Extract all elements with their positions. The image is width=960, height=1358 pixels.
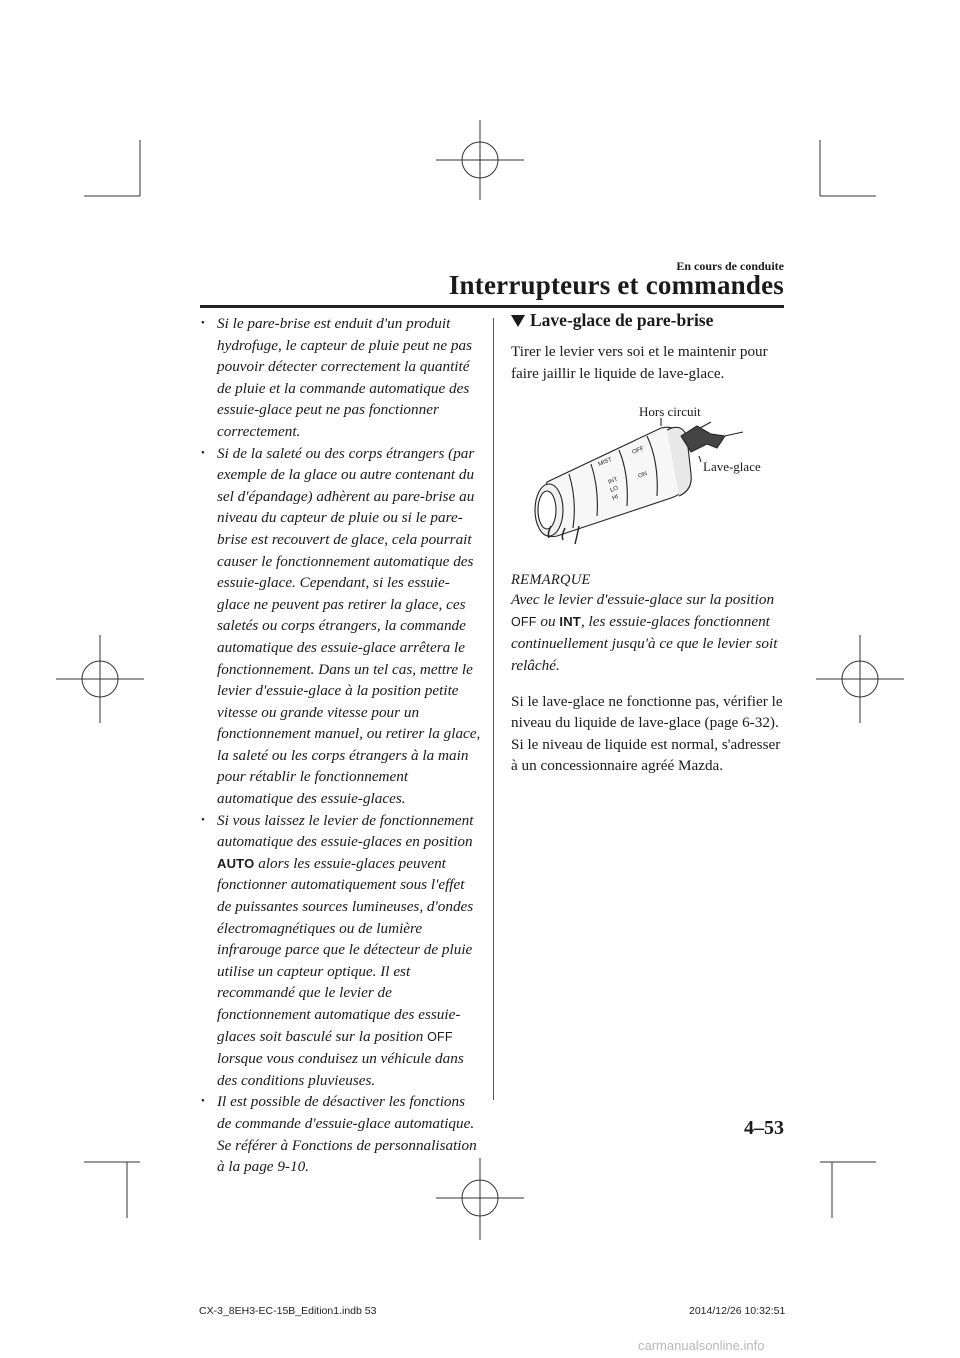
page-title: Interrupteurs et commandes bbox=[448, 270, 784, 300]
intro-paragraph: Tirer le levier vers soi et le maintenir pour faire jaillir le liquide de lave-glace. bbox=[511, 343, 768, 382]
right-column bbox=[511, 310, 787, 777]
bullet-text: alors les essuie-glaces peuvent fonctionner automatiquement sous l'effet de puissantes sources lumineuses, d'ondes électromagnétiques ou de lumière infrarouge parce que le détecteur de pluie utilise un capteur optique. Il est recommandé que le levier de fonctionnement automatique des essuie-glaces soit basculé sur la position bbox=[217, 854, 474, 1045]
bullet-item bbox=[199, 810, 481, 1092]
caution-bullet-list bbox=[199, 313, 481, 1178]
running-header-section: En cours de conduite bbox=[676, 259, 784, 273]
washer-lever-illustration bbox=[511, 404, 787, 556]
off-symbol: OFF bbox=[511, 614, 537, 629]
note-text-part: , les essuie-glaces fonctionnent continuellement jusqu'à ce que le levier soit relâché. bbox=[511, 612, 778, 674]
footer-timestamp: 2014/12/26 10:32:51 bbox=[689, 1305, 786, 1317]
page-number: 4–53 bbox=[744, 1117, 784, 1139]
lever-marking: OFF bbox=[631, 445, 645, 457]
bullet-item: • Il est possible de désactiver les fonctions de commande d'essuie-glace automatique. Se référer à Fonctions de personnalisation à la page 9-10. bbox=[199, 1091, 481, 1177]
footer-file-name: CX-3_8EH3-EC-15B_Edition1.indb 53 bbox=[199, 1305, 377, 1317]
note-text-part: ou bbox=[536, 612, 560, 630]
washer-check-paragraph: Si le lave-glace ne fonctionne pas, vérifier le niveau du liquide de lave-glace (page 6-32). Si le niveau de liquide est normal, s'adresser à un concessionnaire agréé Mazda. bbox=[511, 692, 783, 775]
label-washer: Lave-glace bbox=[703, 459, 761, 475]
int-symbol: INT bbox=[559, 613, 581, 629]
lever-drawing bbox=[511, 404, 787, 556]
lever-marking: INT bbox=[607, 476, 619, 487]
label-off: Hors circuit bbox=[639, 404, 701, 420]
lever-marking: MIST bbox=[597, 457, 614, 469]
off-symbol: OFF bbox=[427, 1029, 453, 1044]
bullet-item: • Si le pare-brise est enduit d'un produit hydrofuge, le capteur de pluie peut ne pas pouvoir détecter correctement la quantité de pluie et la commande automatique des essuie-glace peut ne pas fonctionner correctement. bbox=[199, 313, 481, 443]
lever-marking: HI bbox=[611, 494, 620, 503]
watermark-site: carmanualsonline.info bbox=[638, 1338, 765, 1353]
bullet-text: Si vous laissez le levier de fonctionnement automatique des essuie-glaces en position bbox=[217, 811, 474, 851]
note-text-part: Avec le levier d'essuie-glace sur la position bbox=[511, 591, 775, 609]
section-heading bbox=[511, 310, 787, 331]
left-column bbox=[199, 313, 481, 1178]
note-title: REMARQUE bbox=[511, 572, 591, 589]
auto-symbol: AUTO bbox=[217, 855, 255, 871]
lever-marking: ON bbox=[637, 471, 649, 481]
section-heading-text: Lave-glace de pare-brise bbox=[530, 310, 714, 330]
header-rule bbox=[200, 305, 784, 308]
bullet-item: • Si de la saleté ou des corps étrangers (par exemple de la glace ou autre contenant du sel d'épandage) adhèrent au pare-brise au niveau du capteur de pluie ou si le pare-brise est recouvert de glace, cela pourrait causer le fonctionnement automatique des essuie-glace. Cependant, si les essuie-glace ne peuvent pas retirer la glace, ces saletés ou corps étrangers, la commande automatique des essuie-glace arrêtera le fonctionnement. Dans un tel cas, mettre le levier d'essuie-glace à la position petite vitesse ou grande vitesse pour un fonctionnement manuel, ou retirer la glace, la saleté ou les corps étrangers à la main pour rétablir le fonctionnement automatique des essuie-glaces. bbox=[199, 443, 481, 810]
note-text bbox=[511, 589, 787, 676]
triangle-down-icon bbox=[511, 315, 525, 327]
lever-marking: LO bbox=[609, 485, 620, 495]
bullet-text: lorsque vous conduisez un véhicule dans des conditions pluvieuses. bbox=[217, 1050, 464, 1089]
column-divider bbox=[493, 318, 494, 1100]
